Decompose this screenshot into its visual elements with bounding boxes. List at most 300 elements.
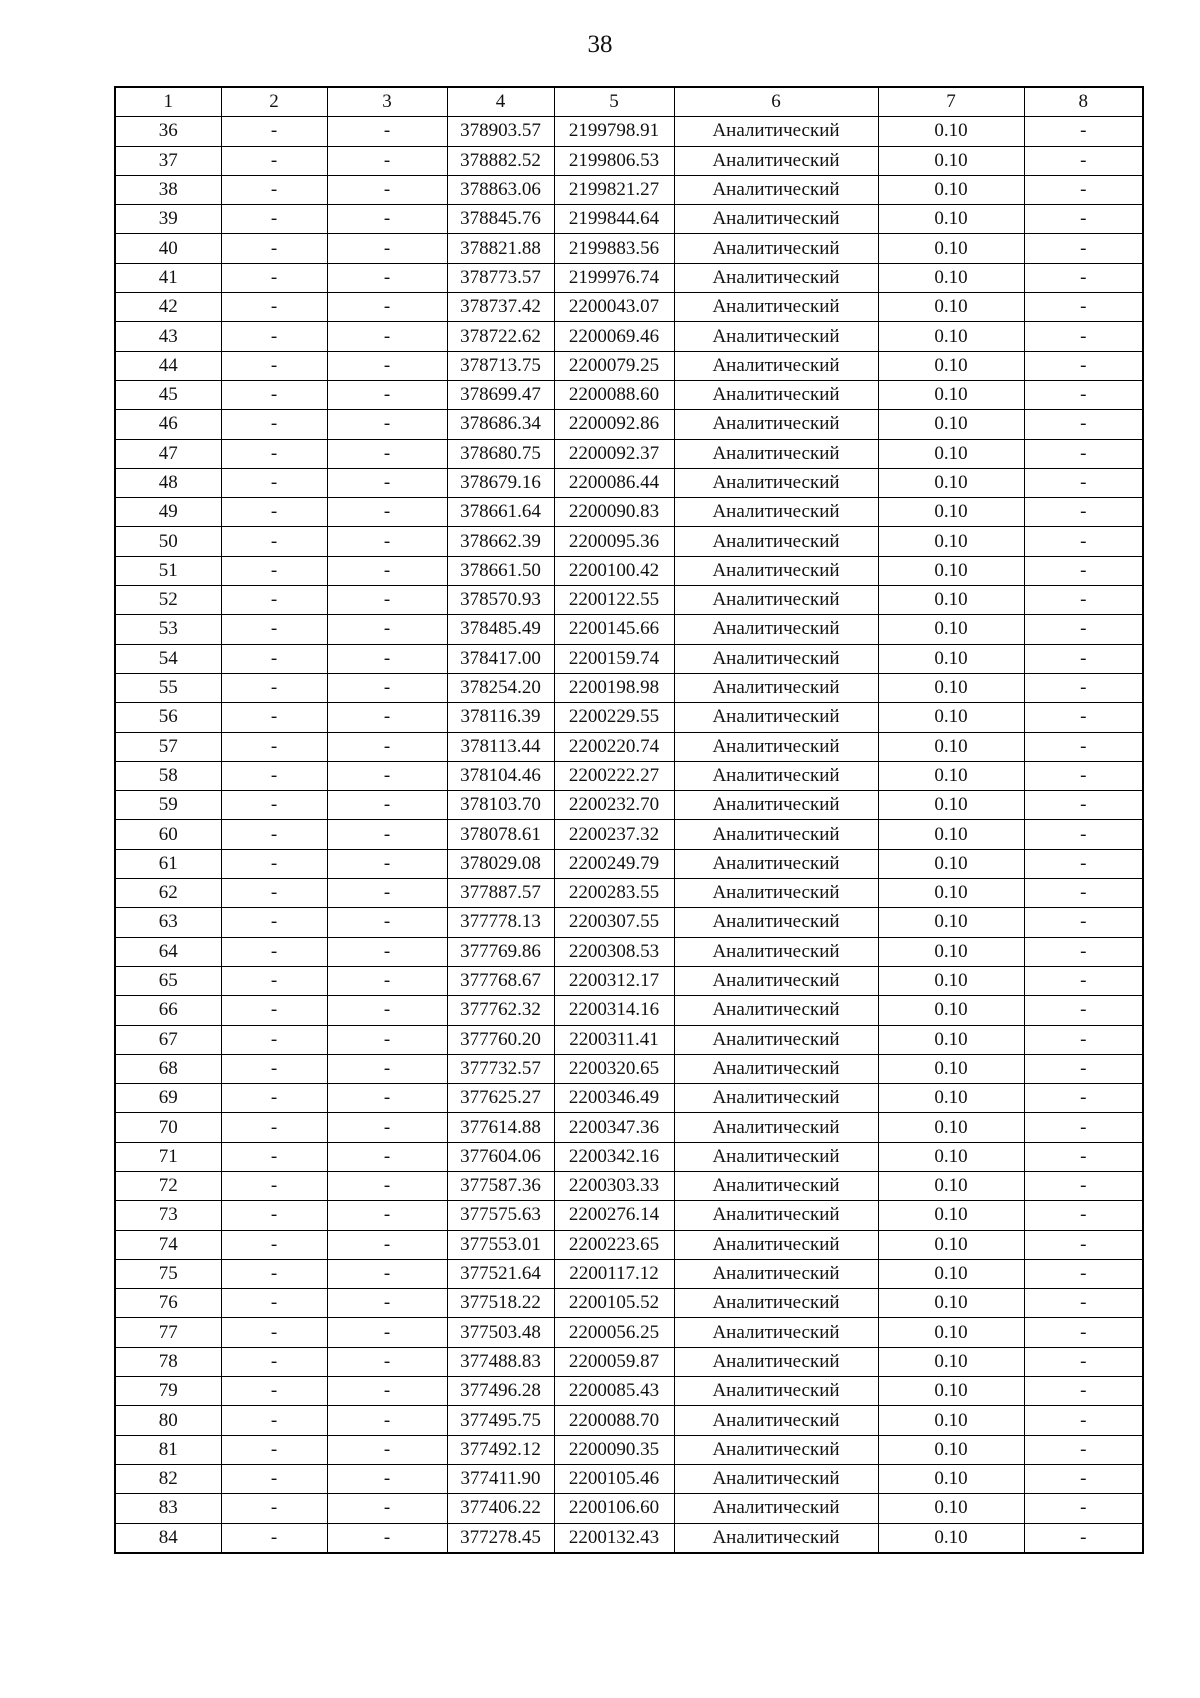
method-cell: Аналитический — [674, 234, 878, 263]
col8-cell: - — [1024, 1113, 1143, 1142]
accuracy-cell: 0.10 — [878, 205, 1024, 234]
table-row — [115, 1494, 1143, 1523]
col2-cell: - — [221, 1171, 327, 1200]
y-coordinate-cell: 2200069.46 — [554, 322, 674, 351]
point-number-cell: 60 — [115, 820, 221, 849]
col8-cell: - — [1024, 879, 1143, 908]
table-row — [115, 1406, 1143, 1435]
method-cell: Аналитический — [674, 908, 878, 937]
col3-cell: - — [327, 1347, 447, 1376]
accuracy-cell: 0.10 — [878, 615, 1024, 644]
point-number-cell: 57 — [115, 732, 221, 761]
point-number-cell: 75 — [115, 1259, 221, 1288]
y-coordinate-cell: 2200132.43 — [554, 1523, 674, 1553]
point-number-cell: 63 — [115, 908, 221, 937]
point-number-cell: 46 — [115, 410, 221, 439]
col2-cell: - — [221, 234, 327, 263]
accuracy-cell: 0.10 — [878, 1113, 1024, 1142]
table-row — [115, 849, 1143, 878]
col3-cell: - — [327, 380, 447, 409]
table-row — [115, 615, 1143, 644]
col8-cell: - — [1024, 615, 1143, 644]
point-number-cell: 79 — [115, 1377, 221, 1406]
y-coordinate-cell: 2200308.53 — [554, 937, 674, 966]
table-row — [115, 1025, 1143, 1054]
x-coordinate-cell: 378773.57 — [447, 263, 554, 292]
method-cell: Аналитический — [674, 468, 878, 497]
x-coordinate-cell: 378662.39 — [447, 527, 554, 556]
y-coordinate-cell: 2200346.49 — [554, 1084, 674, 1113]
col3-cell: - — [327, 146, 447, 175]
col8-cell: - — [1024, 1171, 1143, 1200]
y-coordinate-cell: 2200092.86 — [554, 410, 674, 439]
accuracy-cell: 0.10 — [878, 468, 1024, 497]
table-row — [115, 380, 1143, 409]
table-row — [115, 908, 1143, 937]
y-coordinate-cell: 2199821.27 — [554, 175, 674, 204]
accuracy-cell: 0.10 — [878, 498, 1024, 527]
x-coordinate-cell: 378699.47 — [447, 380, 554, 409]
col8-cell: - — [1024, 791, 1143, 820]
x-coordinate-cell: 378680.75 — [447, 439, 554, 468]
col2-cell: - — [221, 1464, 327, 1493]
method-cell: Аналитический — [674, 615, 878, 644]
method-cell: Аналитический — [674, 1113, 878, 1142]
method-cell: Аналитический — [674, 996, 878, 1025]
table-row — [115, 1230, 1143, 1259]
x-coordinate-cell: 377614.88 — [447, 1113, 554, 1142]
col3-cell: - — [327, 527, 447, 556]
table-row — [115, 1171, 1143, 1200]
method-cell: Аналитический — [674, 263, 878, 292]
point-number-cell: 69 — [115, 1084, 221, 1113]
col3-cell: - — [327, 1171, 447, 1200]
point-number-cell: 82 — [115, 1464, 221, 1493]
y-coordinate-cell: 2200106.60 — [554, 1494, 674, 1523]
x-coordinate-cell: 378113.44 — [447, 732, 554, 761]
method-cell: Аналитический — [674, 1377, 878, 1406]
table-row — [115, 644, 1143, 673]
col8-cell: - — [1024, 703, 1143, 732]
x-coordinate-cell: 377488.83 — [447, 1347, 554, 1376]
col3-cell: - — [327, 966, 447, 995]
col8-cell: - — [1024, 146, 1143, 175]
x-coordinate-cell: 378863.06 — [447, 175, 554, 204]
coordinates-table — [114, 86, 1144, 1554]
point-number-cell: 68 — [115, 1054, 221, 1083]
accuracy-cell: 0.10 — [878, 1054, 1024, 1083]
table-row — [115, 117, 1143, 146]
method-cell: Аналитический — [674, 703, 878, 732]
col8-cell: - — [1024, 205, 1143, 234]
accuracy-cell: 0.10 — [878, 1377, 1024, 1406]
y-coordinate-cell: 2200092.37 — [554, 439, 674, 468]
table-row — [115, 791, 1143, 820]
x-coordinate-cell: 377587.36 — [447, 1171, 554, 1200]
x-coordinate-cell: 377495.75 — [447, 1406, 554, 1435]
method-cell: Аналитический — [674, 1084, 878, 1113]
accuracy-cell: 0.10 — [878, 439, 1024, 468]
accuracy-cell: 0.10 — [878, 937, 1024, 966]
y-coordinate-cell: 2200100.42 — [554, 556, 674, 585]
point-number-cell: 41 — [115, 263, 221, 292]
col8-cell: - — [1024, 820, 1143, 849]
col8-cell: - — [1024, 1318, 1143, 1347]
table-row — [115, 205, 1143, 234]
col8-cell: - — [1024, 322, 1143, 351]
table-row — [115, 498, 1143, 527]
table-row — [115, 1318, 1143, 1347]
point-number-cell: 50 — [115, 527, 221, 556]
table-row — [115, 820, 1143, 849]
method-cell: Аналитический — [674, 1230, 878, 1259]
method-cell: Аналитический — [674, 732, 878, 761]
x-coordinate-cell: 377503.48 — [447, 1318, 554, 1347]
y-coordinate-cell: 2200347.36 — [554, 1113, 674, 1142]
accuracy-cell: 0.10 — [878, 1347, 1024, 1376]
y-coordinate-cell: 2200095.36 — [554, 527, 674, 556]
table-row — [115, 996, 1143, 1025]
col3-cell: - — [327, 117, 447, 146]
col8-cell: - — [1024, 644, 1143, 673]
method-cell: Аналитический — [674, 1435, 878, 1464]
x-coordinate-cell: 377521.64 — [447, 1259, 554, 1288]
y-coordinate-cell: 2200220.74 — [554, 732, 674, 761]
point-number-cell: 36 — [115, 117, 221, 146]
point-number-cell: 84 — [115, 1523, 221, 1553]
y-coordinate-cell: 2200122.55 — [554, 586, 674, 615]
x-coordinate-cell: 377762.32 — [447, 996, 554, 1025]
col3-cell: - — [327, 1435, 447, 1464]
table-row — [115, 673, 1143, 702]
y-coordinate-cell: 2200088.70 — [554, 1406, 674, 1435]
table-row — [115, 1347, 1143, 1376]
method-cell: Аналитический — [674, 1171, 878, 1200]
col2-cell: - — [221, 1377, 327, 1406]
x-coordinate-cell: 377768.67 — [447, 966, 554, 995]
table-row — [115, 1054, 1143, 1083]
method-cell: Аналитический — [674, 849, 878, 878]
point-number-cell: 65 — [115, 966, 221, 995]
accuracy-cell: 0.10 — [878, 175, 1024, 204]
accuracy-cell: 0.10 — [878, 732, 1024, 761]
x-coordinate-cell: 377760.20 — [447, 1025, 554, 1054]
y-coordinate-cell: 2200342.16 — [554, 1142, 674, 1171]
accuracy-cell: 0.10 — [878, 820, 1024, 849]
col2-cell: - — [221, 1142, 327, 1171]
method-cell: Аналитический — [674, 205, 878, 234]
col8-cell: - — [1024, 908, 1143, 937]
table-row — [115, 761, 1143, 790]
col3-cell: - — [327, 175, 447, 204]
y-coordinate-cell: 2200222.27 — [554, 761, 674, 790]
x-coordinate-cell: 378661.64 — [447, 498, 554, 527]
table-row — [115, 322, 1143, 351]
accuracy-cell: 0.10 — [878, 1435, 1024, 1464]
table-row — [115, 1142, 1143, 1171]
point-number-cell: 54 — [115, 644, 221, 673]
accuracy-cell: 0.10 — [878, 1142, 1024, 1171]
accuracy-cell: 0.10 — [878, 1523, 1024, 1553]
col8-cell: - — [1024, 410, 1143, 439]
col3-cell: - — [327, 1289, 447, 1318]
column-header: 8 — [1024, 87, 1143, 117]
y-coordinate-cell: 2200311.41 — [554, 1025, 674, 1054]
x-coordinate-cell: 378821.88 — [447, 234, 554, 263]
col3-cell: - — [327, 468, 447, 497]
col8-cell: - — [1024, 263, 1143, 292]
col3-cell: - — [327, 849, 447, 878]
method-cell: Аналитический — [674, 586, 878, 615]
table-row — [115, 1464, 1143, 1493]
col2-cell: - — [221, 879, 327, 908]
y-coordinate-cell: 2200232.70 — [554, 791, 674, 820]
column-header: 2 — [221, 87, 327, 117]
table-row — [115, 1523, 1143, 1553]
accuracy-cell: 0.10 — [878, 117, 1024, 146]
col3-cell: - — [327, 761, 447, 790]
col3-cell: - — [327, 556, 447, 585]
col3-cell: - — [327, 644, 447, 673]
col2-cell: - — [221, 1025, 327, 1054]
col8-cell: - — [1024, 293, 1143, 322]
method-cell: Аналитический — [674, 1318, 878, 1347]
accuracy-cell: 0.10 — [878, 673, 1024, 702]
y-coordinate-cell: 2200307.55 — [554, 908, 674, 937]
col8-cell: - — [1024, 586, 1143, 615]
col8-cell: - — [1024, 1025, 1143, 1054]
point-number-cell: 78 — [115, 1347, 221, 1376]
point-number-cell: 83 — [115, 1494, 221, 1523]
col8-cell: - — [1024, 1347, 1143, 1376]
col8-cell: - — [1024, 498, 1143, 527]
table-row — [115, 1259, 1143, 1288]
col3-cell: - — [327, 1523, 447, 1553]
y-coordinate-cell: 2200105.46 — [554, 1464, 674, 1493]
x-coordinate-cell: 378661.50 — [447, 556, 554, 585]
accuracy-cell: 0.10 — [878, 1318, 1024, 1347]
col3-cell: - — [327, 1377, 447, 1406]
point-number-cell: 38 — [115, 175, 221, 204]
col8-cell: - — [1024, 1523, 1143, 1553]
method-cell: Аналитический — [674, 1289, 878, 1318]
y-coordinate-cell: 2200090.83 — [554, 498, 674, 527]
x-coordinate-cell: 378722.62 — [447, 322, 554, 351]
col3-cell: - — [327, 820, 447, 849]
method-cell: Аналитический — [674, 1347, 878, 1376]
y-coordinate-cell: 2199806.53 — [554, 146, 674, 175]
table-row — [115, 439, 1143, 468]
col8-cell: - — [1024, 1464, 1143, 1493]
col8-cell: - — [1024, 1201, 1143, 1230]
y-coordinate-cell: 2200088.60 — [554, 380, 674, 409]
col8-cell: - — [1024, 1230, 1143, 1259]
col8-cell: - — [1024, 937, 1143, 966]
y-coordinate-cell: 2200237.32 — [554, 820, 674, 849]
method-cell: Аналитический — [674, 1523, 878, 1553]
x-coordinate-cell: 377625.27 — [447, 1084, 554, 1113]
y-coordinate-cell: 2200320.65 — [554, 1054, 674, 1083]
method-cell: Аналитический — [674, 322, 878, 351]
point-number-cell: 52 — [115, 586, 221, 615]
col2-cell: - — [221, 380, 327, 409]
col8-cell: - — [1024, 673, 1143, 702]
point-number-cell: 73 — [115, 1201, 221, 1230]
y-coordinate-cell: 2200043.07 — [554, 293, 674, 322]
method-cell: Аналитический — [674, 1142, 878, 1171]
col2-cell: - — [221, 527, 327, 556]
method-cell: Аналитический — [674, 1259, 878, 1288]
col8-cell: - — [1024, 1494, 1143, 1523]
col2-cell: - — [221, 791, 327, 820]
table-row — [115, 966, 1143, 995]
y-coordinate-cell: 2200145.66 — [554, 615, 674, 644]
method-cell: Аналитический — [674, 966, 878, 995]
col3-cell: - — [327, 1142, 447, 1171]
method-cell: Аналитический — [674, 761, 878, 790]
x-coordinate-cell: 378417.00 — [447, 644, 554, 673]
point-number-cell: 64 — [115, 937, 221, 966]
y-coordinate-cell: 2200159.74 — [554, 644, 674, 673]
table-row — [115, 879, 1143, 908]
col8-cell: - — [1024, 234, 1143, 263]
x-coordinate-cell: 378254.20 — [447, 673, 554, 702]
accuracy-cell: 0.10 — [878, 879, 1024, 908]
table-row — [115, 556, 1143, 585]
col3-cell: - — [327, 937, 447, 966]
col8-cell: - — [1024, 1084, 1143, 1113]
point-number-cell: 66 — [115, 996, 221, 1025]
col8-cell: - — [1024, 556, 1143, 585]
col2-cell: - — [221, 146, 327, 175]
col8-cell: - — [1024, 380, 1143, 409]
y-coordinate-cell: 2200117.12 — [554, 1259, 674, 1288]
table-header-row — [115, 87, 1143, 117]
x-coordinate-cell: 378116.39 — [447, 703, 554, 732]
y-coordinate-cell: 2200229.55 — [554, 703, 674, 732]
col2-cell: - — [221, 966, 327, 995]
col8-cell: - — [1024, 1289, 1143, 1318]
x-coordinate-cell: 378485.49 — [447, 615, 554, 644]
point-number-cell: 45 — [115, 380, 221, 409]
accuracy-cell: 0.10 — [878, 644, 1024, 673]
page-number: 38 — [587, 31, 613, 58]
method-cell: Аналитический — [674, 439, 878, 468]
column-header: 3 — [327, 87, 447, 117]
col8-cell: - — [1024, 966, 1143, 995]
method-cell: Аналитический — [674, 1054, 878, 1083]
point-number-cell: 81 — [115, 1435, 221, 1464]
col3-cell: - — [327, 1464, 447, 1493]
col2-cell: - — [221, 498, 327, 527]
col3-cell: - — [327, 791, 447, 820]
method-cell: Аналитический — [674, 1464, 878, 1493]
y-coordinate-cell: 2200283.55 — [554, 879, 674, 908]
table-row — [115, 732, 1143, 761]
col2-cell: - — [221, 1406, 327, 1435]
col8-cell: - — [1024, 1406, 1143, 1435]
x-coordinate-cell: 377411.90 — [447, 1464, 554, 1493]
x-coordinate-cell: 378570.93 — [447, 586, 554, 615]
accuracy-cell: 0.10 — [878, 908, 1024, 937]
method-cell: Аналитический — [674, 556, 878, 585]
column-header: 1 — [115, 87, 221, 117]
method-cell: Аналитический — [674, 879, 878, 908]
point-number-cell: 77 — [115, 1318, 221, 1347]
table-row — [115, 410, 1143, 439]
accuracy-cell: 0.10 — [878, 293, 1024, 322]
accuracy-cell: 0.10 — [878, 996, 1024, 1025]
method-cell: Аналитический — [674, 146, 878, 175]
col2-cell: - — [221, 1230, 327, 1259]
accuracy-cell: 0.10 — [878, 586, 1024, 615]
table-row — [115, 586, 1143, 615]
accuracy-cell: 0.10 — [878, 234, 1024, 263]
x-coordinate-cell: 378737.42 — [447, 293, 554, 322]
table-row — [115, 263, 1143, 292]
col8-cell: - — [1024, 175, 1143, 204]
point-number-cell: 43 — [115, 322, 221, 351]
point-number-cell: 56 — [115, 703, 221, 732]
col3-cell: - — [327, 1259, 447, 1288]
col3-cell: - — [327, 1025, 447, 1054]
col3-cell: - — [327, 1494, 447, 1523]
col8-cell: - — [1024, 849, 1143, 878]
col2-cell: - — [221, 1523, 327, 1553]
y-coordinate-cell: 2200314.16 — [554, 996, 674, 1025]
col8-cell: - — [1024, 1142, 1143, 1171]
point-number-cell: 42 — [115, 293, 221, 322]
x-coordinate-cell: 377778.13 — [447, 908, 554, 937]
y-coordinate-cell: 2199844.64 — [554, 205, 674, 234]
point-number-cell: 47 — [115, 439, 221, 468]
x-coordinate-cell: 377769.86 — [447, 937, 554, 966]
x-coordinate-cell: 378845.76 — [447, 205, 554, 234]
col8-cell: - — [1024, 439, 1143, 468]
x-coordinate-cell: 377406.22 — [447, 1494, 554, 1523]
col2-cell: - — [221, 410, 327, 439]
method-cell: Аналитический — [674, 175, 878, 204]
method-cell: Аналитический — [674, 498, 878, 527]
point-number-cell: 51 — [115, 556, 221, 585]
y-coordinate-cell: 2200085.43 — [554, 1377, 674, 1406]
method-cell: Аналитический — [674, 380, 878, 409]
col2-cell: - — [221, 351, 327, 380]
table-row — [115, 293, 1143, 322]
x-coordinate-cell: 377732.57 — [447, 1054, 554, 1083]
method-cell: Аналитический — [674, 527, 878, 556]
accuracy-cell: 0.10 — [878, 1259, 1024, 1288]
col3-cell: - — [327, 732, 447, 761]
col2-cell: - — [221, 761, 327, 790]
method-cell: Аналитический — [674, 791, 878, 820]
point-number-cell: 67 — [115, 1025, 221, 1054]
accuracy-cell: 0.10 — [878, 1494, 1024, 1523]
col3-cell: - — [327, 879, 447, 908]
x-coordinate-cell: 378104.46 — [447, 761, 554, 790]
col3-cell: - — [327, 439, 447, 468]
column-header: 6 — [674, 87, 878, 117]
accuracy-cell: 0.10 — [878, 1406, 1024, 1435]
col2-cell: - — [221, 468, 327, 497]
method-cell: Аналитический — [674, 293, 878, 322]
col8-cell: - — [1024, 1259, 1143, 1288]
y-coordinate-cell: 2199798.91 — [554, 117, 674, 146]
method-cell: Аналитический — [674, 673, 878, 702]
y-coordinate-cell: 2200079.25 — [554, 351, 674, 380]
column-header: 4 — [447, 87, 554, 117]
col2-cell: - — [221, 732, 327, 761]
